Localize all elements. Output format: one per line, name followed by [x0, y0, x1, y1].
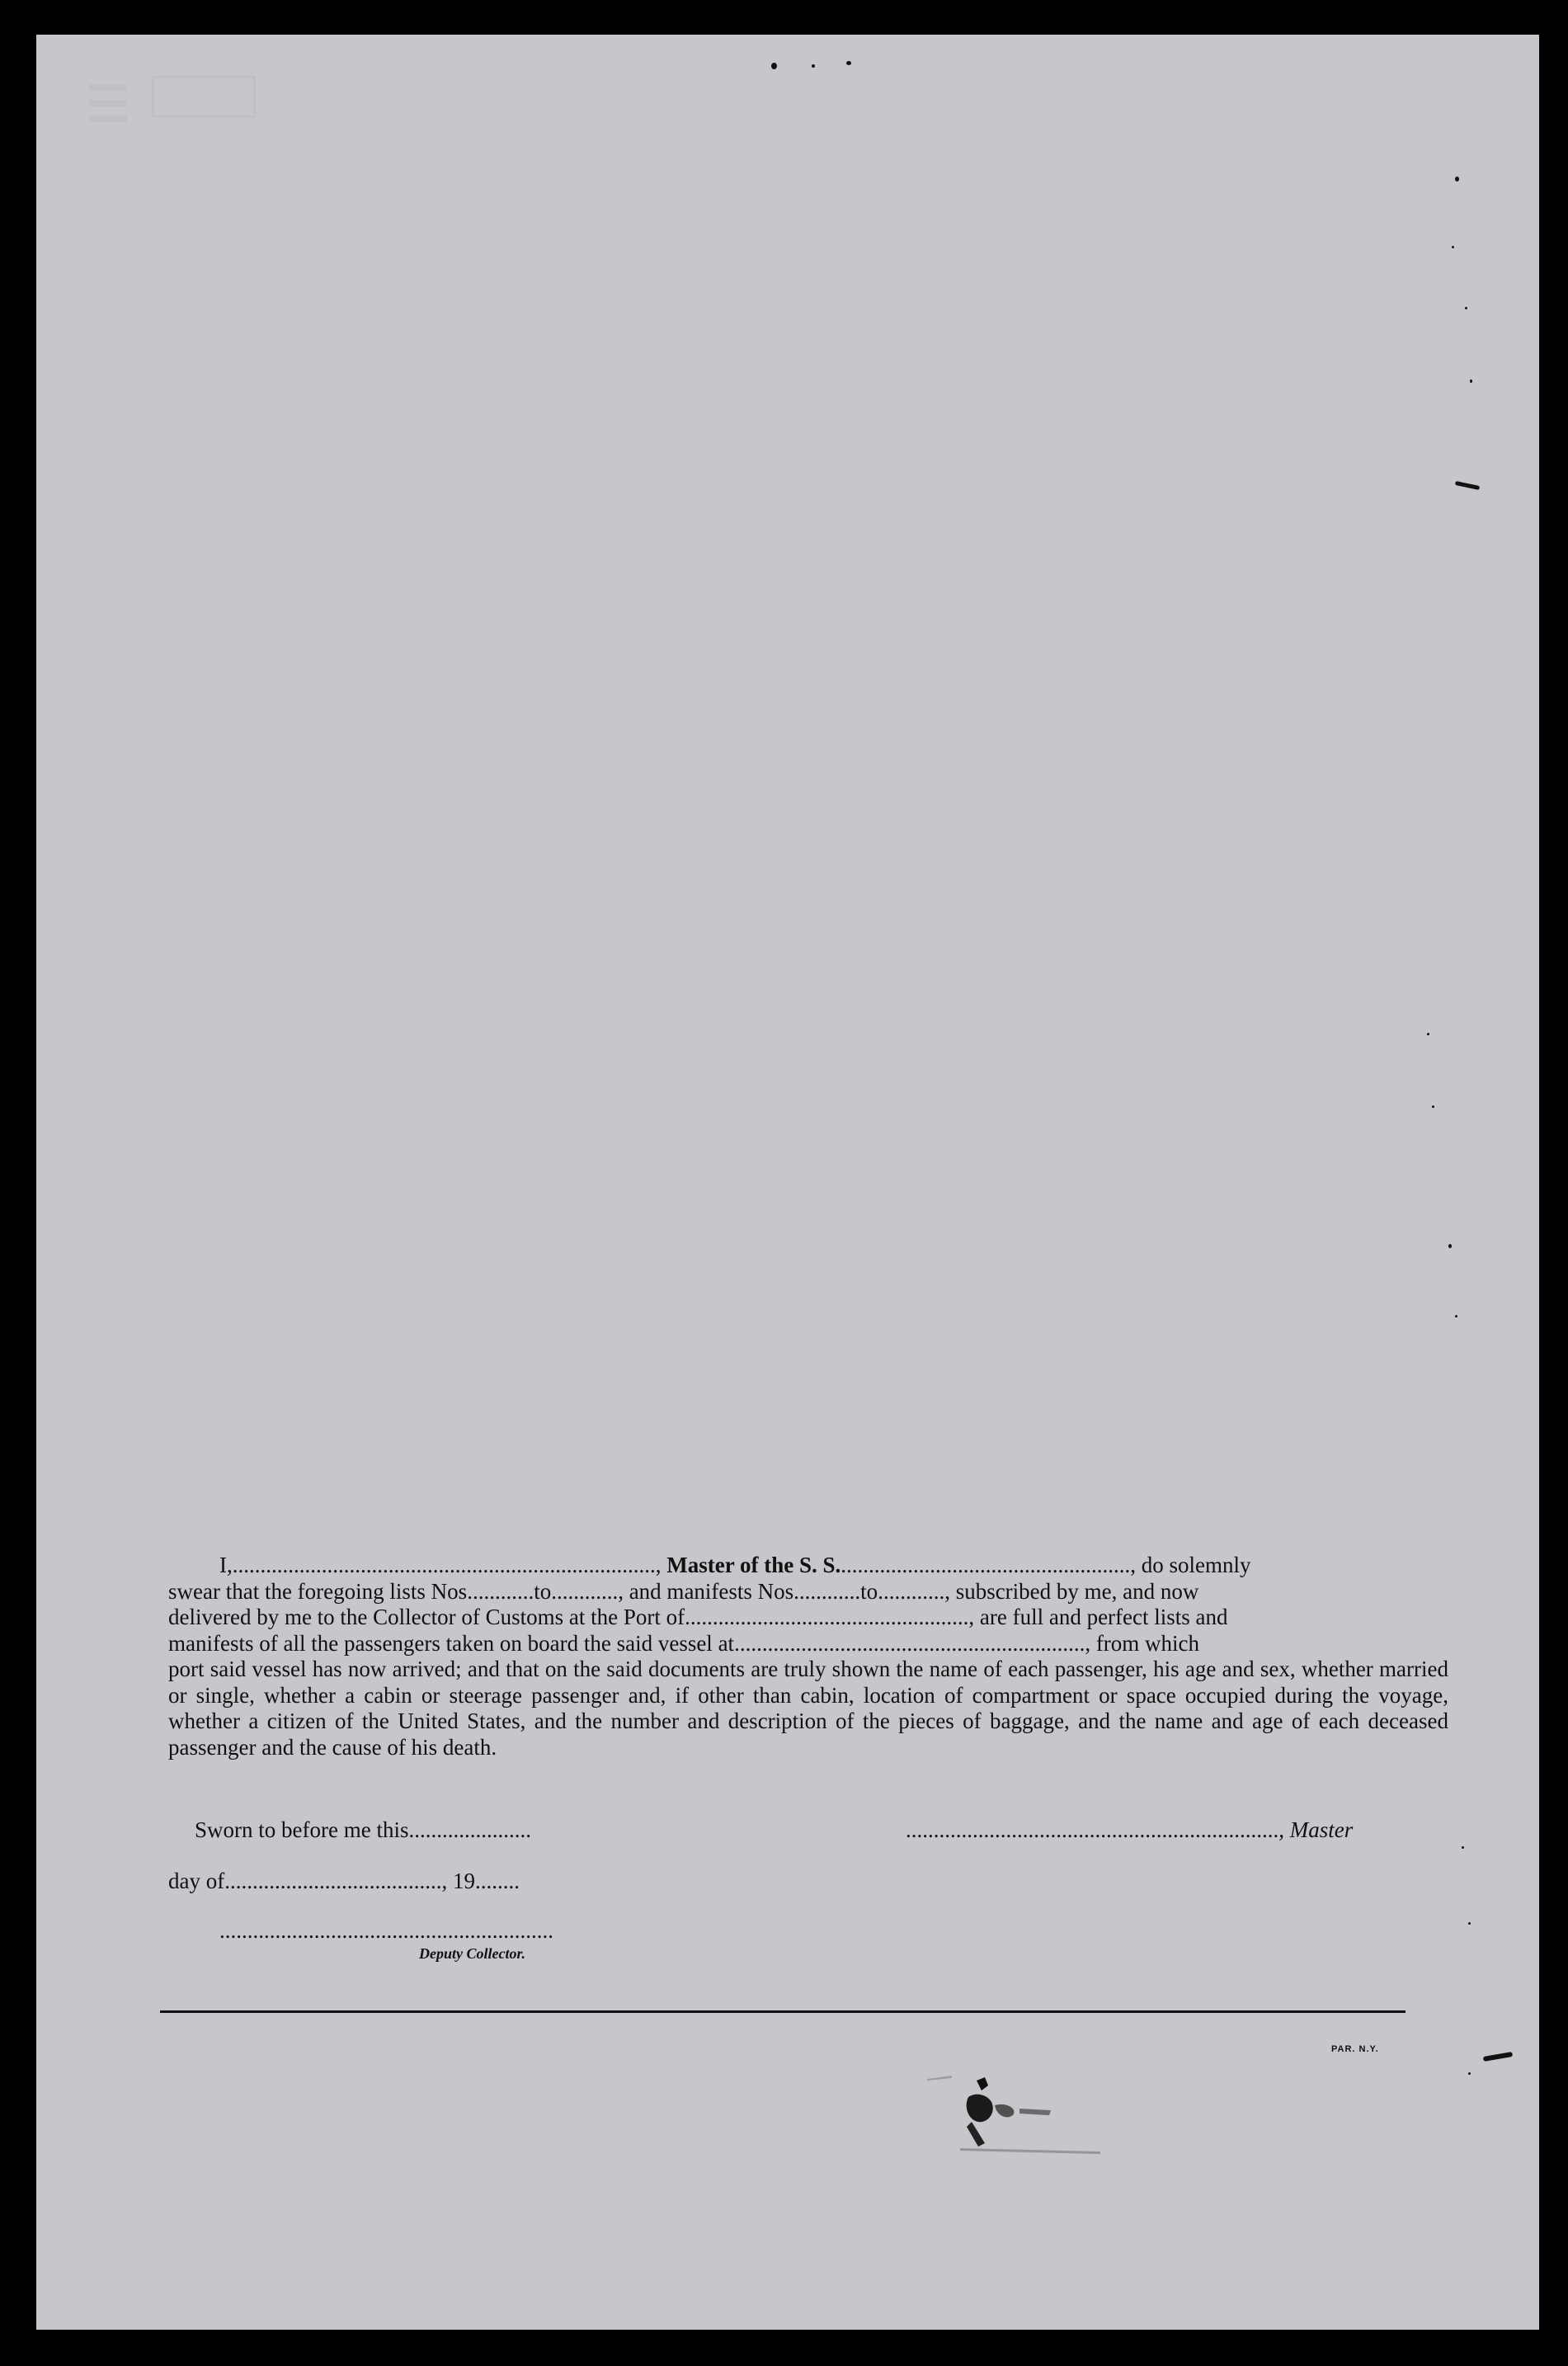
- blank-month: .......................................: [224, 1869, 442, 1893]
- speck: [1455, 177, 1459, 181]
- speck: [1470, 379, 1472, 383]
- speck: [1455, 1315, 1457, 1317]
- blank-ship-name: ....................................................: [841, 1553, 1131, 1577]
- oath-text: swear that the foregoing lists Nos: [168, 1578, 468, 1604]
- oath-text: , from which: [1085, 1630, 1200, 1656]
- day-of-label: day of: [168, 1869, 225, 1893]
- blank-master-name: ............................................................................: [232, 1553, 656, 1577]
- blank-list-from: ............: [467, 1578, 534, 1604]
- oath-text: to: [534, 1578, 552, 1604]
- speck: [1455, 481, 1480, 490]
- blank-manifest-to: ............: [878, 1578, 945, 1604]
- blank-master-signature: ...................................................................: [906, 1817, 1279, 1842]
- ink-smudge: [927, 2072, 1125, 2163]
- oath-text: , do solemnly: [1130, 1553, 1251, 1577]
- blank-list-to: ............: [551, 1578, 619, 1604]
- speck: [1432, 1105, 1434, 1108]
- master-label: , Master: [1278, 1817, 1354, 1842]
- speck: [846, 61, 851, 65]
- speck: [1448, 1244, 1452, 1248]
- oath-text: , subscribed by me, and now: [944, 1578, 1199, 1604]
- deputy-collector-label: Deputy Collector.: [419, 1945, 525, 1962]
- oath-body-text: port said vessel has now arrived; and that on the said documents are truly shown the name of each passenger, his age and sex, whether married or single, whether a cabin or steerage passenger and, if other than cabin, location of compartment or space occupied during the voyage, whether a citizen of the United States, and the number and description of the pieces of baggage, and the name and age of each deceased passenger and the cause of his death.: [168, 1657, 1448, 1760]
- oath-text: ,: [655, 1553, 667, 1577]
- blank-departure-port: ...............................................................: [734, 1630, 1085, 1656]
- oath-text: I,: [219, 1553, 233, 1577]
- oath-text: , and manifests Nos: [618, 1578, 794, 1604]
- speck: [1465, 307, 1467, 309]
- speck: [1468, 2072, 1471, 2075]
- oath-paragraph: [168, 1553, 1448, 1760]
- speck: [1483, 2052, 1513, 2062]
- speck: [1452, 246, 1454, 248]
- oath-text: , are full and perfect lists and: [968, 1605, 1228, 1629]
- bleed-through-mark: ☰: [86, 77, 130, 132]
- master-signature-line: [906, 1817, 1353, 1843]
- sworn-label: Sworn to before me this: [195, 1817, 409, 1842]
- footer-rule: [160, 2010, 1406, 2013]
- blank-sworn-day: ......................: [408, 1817, 531, 1842]
- oath-text: delivered by me to the Collector of Customs at the Port of: [168, 1605, 685, 1629]
- blank-port: ...................................................: [685, 1605, 969, 1629]
- document-page: [36, 35, 1539, 2330]
- master-of-ss-label: Master of the S. S.: [666, 1553, 841, 1577]
- oath-text: manifests of all the passengers taken on board the said vessel at: [168, 1630, 735, 1656]
- blank-year: ........: [474, 1869, 520, 1893]
- speck: [1468, 1922, 1471, 1925]
- bleed-through-mark: [152, 76, 256, 118]
- year-prefix: , 19: [441, 1869, 475, 1893]
- day-of-line: [168, 1869, 520, 1894]
- speck: [812, 64, 815, 68]
- printer-mark: PAR. N.Y.: [1331, 2044, 1379, 2054]
- speck: [1427, 1033, 1429, 1035]
- speck: [771, 63, 777, 69]
- sworn-line: [195, 1817, 531, 1843]
- blank-deputy-signature: ............................................................: [219, 1918, 553, 1943]
- blank-manifest-from: ............: [793, 1578, 861, 1604]
- speck: [1462, 1846, 1464, 1849]
- oath-text: to: [860, 1578, 878, 1604]
